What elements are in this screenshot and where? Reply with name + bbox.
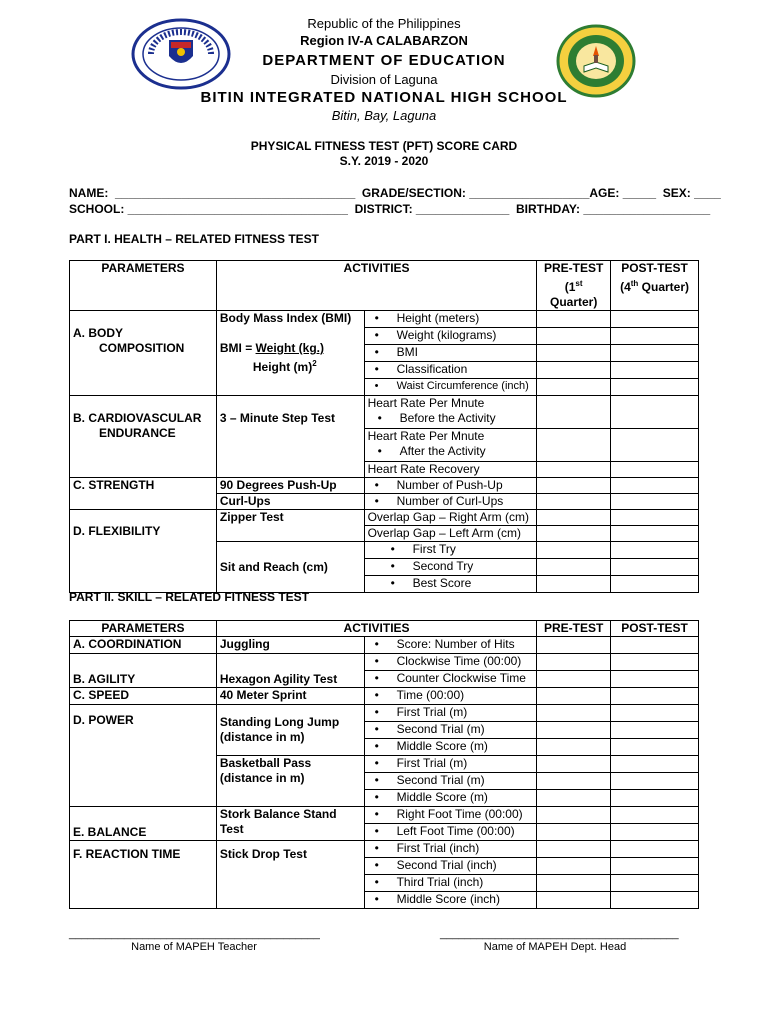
activity-item: • First Trial (m): [364, 756, 537, 773]
posttest-cell[interactable]: [611, 637, 699, 654]
header-pretest: PRE-TEST: [537, 621, 611, 637]
activity-item: • Classification: [364, 362, 537, 379]
activity-item: • First Try: [364, 542, 537, 559]
teacher-signature-line[interactable]: _________________________________________: [69, 928, 320, 940]
posttest-cell[interactable]: [611, 773, 699, 790]
region-text: Region IV-A CALABARZON: [300, 33, 468, 48]
school-year: S.Y. 2019 - 2020: [339, 154, 429, 168]
posttest-cell[interactable]: [611, 379, 699, 396]
activity-item: • Right Foot Time (00:00): [364, 807, 537, 824]
pretest-cell[interactable]: [537, 478, 611, 494]
test-step-test: 3 – Minute Step Test: [216, 396, 364, 478]
pretest-cell[interactable]: [537, 429, 611, 462]
posttest-cell[interactable]: [611, 478, 699, 494]
pretest-cell[interactable]: [537, 494, 611, 510]
posttest-cell[interactable]: [611, 311, 699, 328]
posttest-cell[interactable]: [611, 345, 699, 362]
health-fitness-table: [69, 260, 699, 593]
pretest-cell[interactable]: [537, 807, 611, 824]
posttest-cell[interactable]: [611, 429, 699, 462]
pretest-cell[interactable]: [537, 688, 611, 705]
pretest-cell[interactable]: [537, 510, 611, 526]
test-bmi: Body Mass Index (BMI) BMI = Weight (kg.) Height $(m)^2$: [216, 311, 364, 396]
header-activities: ACTIVITIES: [216, 621, 536, 637]
pretest-cell[interactable]: [537, 705, 611, 722]
test-long-jump: Standing Long Jump (distance in m): [216, 705, 364, 756]
skill-fitness-table: [69, 620, 699, 909]
posttest-cell[interactable]: [611, 654, 699, 671]
pretest-cell[interactable]: [537, 773, 611, 790]
param-power: D. POWER: [70, 705, 217, 807]
pretest-cell[interactable]: [537, 328, 611, 345]
param-strength: C. STRENGTH: [70, 478, 217, 510]
posttest-cell[interactable]: [611, 824, 699, 841]
pretest-cell[interactable]: [537, 637, 611, 654]
activity-item: • Second Trial (m): [364, 722, 537, 739]
activity-item: • Number of Push-Up: [364, 478, 537, 494]
pretest-cell[interactable]: [537, 892, 611, 909]
posttest-cell[interactable]: [611, 790, 699, 807]
posttest-cell[interactable]: [611, 362, 699, 379]
pretest-cell[interactable]: [537, 671, 611, 688]
pretest-cell[interactable]: [537, 379, 611, 396]
activity-item: • Second Trial (inch): [364, 858, 537, 875]
pretest-cell[interactable]: [537, 542, 611, 559]
part2-title: PART II. SKILL – RELATED FITNESS TEST: [69, 590, 310, 604]
pretest-cell[interactable]: [537, 756, 611, 773]
param-reaction-time: F. REACTION TIME: [70, 841, 217, 909]
posttest-cell[interactable]: [611, 756, 699, 773]
param-body-composition: A. BODY COMPOSITION: [70, 311, 217, 396]
test-hexagon: Hexagon Agility Test: [216, 654, 364, 688]
pretest-cell[interactable]: [537, 462, 611, 478]
pretest-cell[interactable]: [537, 654, 611, 671]
pretest-cell[interactable]: [537, 739, 611, 756]
test-sit-reach: Sit and Reach (cm): [216, 542, 364, 593]
posttest-cell[interactable]: [611, 875, 699, 892]
school-name: BITIN INTEGRATED NATIONAL HIGH SCHOOL: [200, 89, 568, 106]
test-pushup: 90 Degrees Push-Up: [216, 478, 364, 494]
test-sprint: 40 Meter Sprint: [216, 688, 364, 705]
posttest-cell[interactable]: [611, 559, 699, 576]
pretest-cell[interactable]: [537, 858, 611, 875]
posttest-cell[interactable]: [611, 462, 699, 478]
test-stick-drop: Stick Drop Test: [216, 841, 364, 909]
posttest-cell[interactable]: [611, 494, 699, 510]
pretest-cell[interactable]: [537, 345, 611, 362]
posttest-cell[interactable]: [611, 576, 699, 593]
activity-item: • Third Trial (inch): [364, 875, 537, 892]
activity-item: • First Trial (m): [364, 705, 537, 722]
posttest-cell[interactable]: [611, 858, 699, 875]
header-pretest: PRE-TEST (1st Quarter): [537, 261, 611, 311]
posttest-cell[interactable]: [611, 841, 699, 858]
pretest-cell[interactable]: [537, 722, 611, 739]
activity-item: Heart Rate Recovery: [364, 462, 537, 478]
pretest-cell[interactable]: [537, 311, 611, 328]
posttest-cell[interactable]: [611, 671, 699, 688]
head-signature-label: Name of MAPEH Dept. Head: [483, 941, 627, 953]
activity-item: • BMI: [364, 345, 537, 362]
posttest-cell[interactable]: [611, 892, 699, 909]
pretest-cell[interactable]: [537, 875, 611, 892]
activity-item: • Weight (kilograms): [364, 328, 537, 345]
activity-item: • Second Trial (m): [364, 773, 537, 790]
header-parameters: PARAMETERS: [70, 621, 217, 637]
posttest-cell[interactable]: [611, 510, 699, 526]
activity-item: Heart Rate Per Mnute • Before the Activity: [364, 396, 537, 429]
pretest-cell[interactable]: [537, 559, 611, 576]
posttest-cell[interactable]: [611, 722, 699, 739]
activity-item: • Time (00:00): [364, 688, 537, 705]
param-agility: B. AGILITY: [70, 654, 217, 688]
student-fields-line1[interactable]: NAME: ____________________________________ GRADE/SECTION: __________________AGE: _____ SEX: ____: [69, 186, 721, 200]
pretest-cell[interactable]: [537, 790, 611, 807]
pretest-cell[interactable]: [537, 824, 611, 841]
param-balance: E. BALANCE: [70, 807, 217, 841]
activity-item: • Left Foot Time (00:00): [364, 824, 537, 841]
activity-item: Heart Rate Per Mnute • After the Activity: [364, 429, 537, 462]
header-activities: ACTIVITIES: [216, 261, 536, 311]
activity-item: • Waist Circumference (inch): [364, 379, 537, 396]
division-text: Division of Laguna: [330, 72, 438, 87]
param-speed: C. SPEED: [70, 688, 217, 705]
pretest-cell[interactable]: [537, 576, 611, 593]
posttest-cell[interactable]: [611, 705, 699, 722]
header-posttest: POST-TEST: [611, 621, 699, 637]
activity-item: Overlap Gap – Right Arm (cm): [364, 510, 537, 526]
activity-item: • Middle Score (m): [364, 790, 537, 807]
test-zipper: Zipper Test: [216, 510, 364, 542]
activity-item: • Number of Curl-Ups: [364, 494, 537, 510]
student-fields-line2[interactable]: SCHOOL: _________________________________ DISTRICT: ______________ BIRTHDAY: ___________________: [69, 202, 711, 216]
posttest-cell[interactable]: [611, 807, 699, 824]
pretest-cell[interactable]: [537, 362, 611, 379]
activity-item: • Best Score: [364, 576, 537, 593]
school-address: Bitin, Bay, Laguna: [331, 108, 437, 123]
part1-title: PART I. HEALTH – RELATED FITNESS TEST: [69, 232, 320, 246]
activity-item: • Middle Score (m): [364, 739, 537, 756]
pretest-cell[interactable]: [537, 396, 611, 429]
activity-item: • Middle Score (inch): [364, 892, 537, 909]
posttest-cell[interactable]: [611, 688, 699, 705]
pretest-cell[interactable]: [537, 841, 611, 858]
test-curlups: Curl-Ups: [216, 494, 364, 510]
test-stork-balance: Stork Balance Stand Test: [216, 807, 364, 841]
activity-item: Overlap Gap – Left Arm (cm): [364, 526, 537, 542]
header-posttest: POST-TEST (4th Quarter): [611, 261, 699, 311]
activity-item: • Height (meters): [364, 311, 537, 328]
teacher-signature-label: Name of MAPEH Teacher: [131, 941, 257, 953]
posttest-cell[interactable]: [611, 396, 699, 429]
posttest-cell[interactable]: [611, 542, 699, 559]
posttest-cell[interactable]: [611, 526, 699, 542]
test-basketball-pass: Basketball Pass (distance in m): [216, 756, 364, 807]
form-title: PHYSICAL FITNESS TEST (PFT) SCORE CARD: [250, 139, 518, 153]
activity-item: • Second Try: [364, 559, 537, 576]
param-flexibility: D. FLEXIBILITY: [70, 510, 217, 593]
head-signature-line[interactable]: _______________________________________: [440, 928, 679, 940]
param-cardiovascular: B. CARDIOVASCULAR ENDURANCE: [70, 396, 217, 478]
param-coordination: A. COORDINATION: [70, 637, 217, 654]
pretest-cell[interactable]: [537, 526, 611, 542]
activity-item: • Counter Clockwise Time: [364, 671, 537, 688]
header-parameters: PARAMETERS: [70, 261, 217, 311]
activity-item: • First Trial (inch): [364, 841, 537, 858]
activity-item: • Score: Number of Hits: [364, 637, 537, 654]
test-juggling: Juggling: [216, 637, 364, 654]
department-text: DEPARTMENT OF EDUCATION: [262, 52, 506, 69]
posttest-cell[interactable]: [611, 328, 699, 345]
republic-text: Republic of the Philippines: [307, 16, 461, 31]
activity-item: • Clockwise Time (00:00): [364, 654, 537, 671]
posttest-cell[interactable]: [611, 739, 699, 756]
